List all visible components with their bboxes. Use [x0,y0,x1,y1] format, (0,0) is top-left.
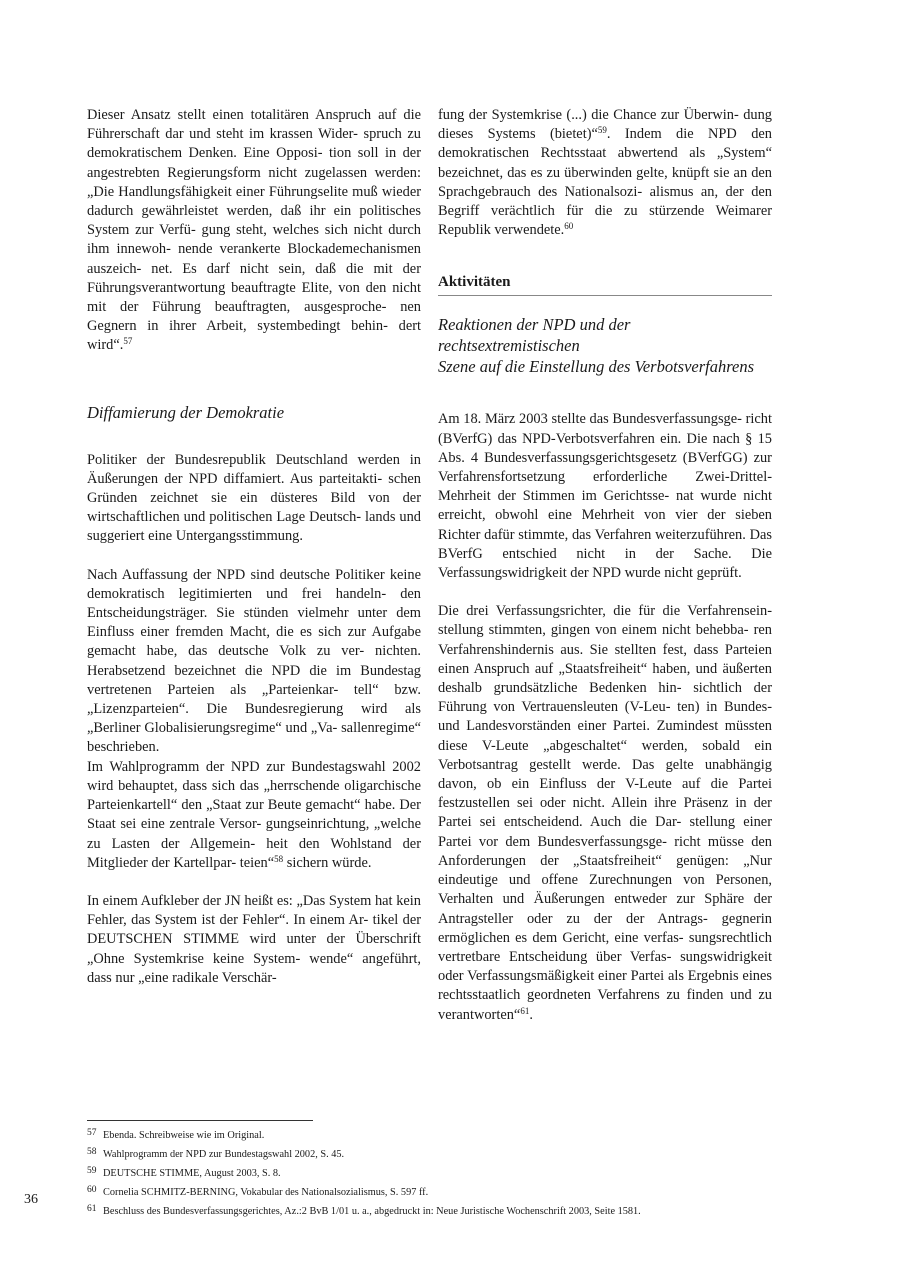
footnotes [87,1120,807,1220]
text-line: Führungsverantwortung beauftragte Elite, von den [87,279,387,296]
text-line: den demokratischen Rechtsstaat abwertend als [438,126,772,162]
text-line: dung dieses Systems (bietet)“ [438,107,772,143]
text-line: . Indem die NPD [606,126,737,143]
paragraph-politicians-defamed [87,451,421,547]
text-line: alismus an, der den Begriff verächtlich für die zu [438,183,772,220]
text-line: Die drei Verfassungsrichter, die für die Verfahrensein- [438,603,772,620]
footnote-text: Wahlprogramm der NPD zur Bundestagswahl 2002, S. 45. [103,1149,345,1161]
paragraph-constitutional-judges [438,602,772,1024]
footnote-61 [87,1201,807,1220]
footnote-57 [87,1125,807,1144]
page-number: 36 [24,1192,38,1207]
text-line: keine demokratisch legitimierten und frei handeln- [87,566,421,602]
text-line: lands und suggeriert eine Untergangsstimmung. [87,509,421,545]
text-line: stellung einer Partei vor dem Bundesverfassungsge- [438,814,772,850]
text-line: nichten. Herabsetzend bezeichnet die NPD die im [87,643,421,679]
text-line: nicht mit der Führung beauftragten, ausgesproche- [87,279,421,316]
text-line: richt (BVerfG) das NPD-Verbotsverfahren ein. Die [438,411,772,447]
text-line: den Entscheidungsträger. Sie stünden vielmehr [87,585,421,622]
text-line: und äußerten deshalb grundsätzliche Bedenken hin- [438,660,772,697]
text-line: gemacht“ habe. Der Staat sei eine zentrale Versor- [87,797,421,833]
text-line: weiterzuführen. Das BVerfG entschied nicht in der [438,526,772,562]
text-line: teien“ [239,854,275,871]
text-line: nende verankerte Blockademechanismen auszeich- [87,241,421,277]
text-line: 2002 wird behauptet, dass sich das „herrschende [87,758,421,794]
text-line: nen Gegnern in ihrer Arbeit, systembedingt behin- [87,299,421,335]
text-line: spruch zu demokratischem Denken. Eine Opposi- [87,126,421,162]
footnote-ref-61[interactable]: 61 [520,1005,530,1016]
footnote-ref-59[interactable]: 59 [597,125,607,136]
text-line: fung der Systemkrise (...) die Chance zur Überwin- [438,107,739,123]
paragraph-election-program [87,758,421,873]
subheading-line: Szene auf die Einstellung des Verbotsverfahrens [438,357,755,377]
text-line: knüpft sie an den Sprachgebrauch des Nationalsozi- [438,164,772,200]
text-line: wird als „Berliner Globalisierungsregime“ und „Va- [87,701,421,737]
text-line: genügen: „Nur eindeutige und offene Zurechnungen [438,852,772,889]
text-line: Bundestag vertretenen Parteien als „Parteienkar- [87,662,421,698]
text-line: Dieser Ansatz stellt einen totalitären Anspruch auf [87,107,397,123]
footnote-number: 59 [87,1166,97,1177]
text-line: nat wurde nicht erreicht, obwohl eine Mehrheit von [438,488,772,524]
text-line: gungseinrichtung, „welche zu Lasten der Allgemein- [87,816,421,852]
right-column [438,106,772,1025]
paragraph-totalitarian-claim [87,106,421,356]
text-line: gegnerin ermöglichen es dem Gericht, eine verfas- [438,910,772,946]
text-line: Nach Auffassung der NPD sind deutsche Politiker [87,566,385,583]
text-line: werden, daß ihr ein politisches System zur Verfü- [87,203,421,239]
footnote-text: DEUTSCHE STIMME, August 2003, S. 8. [103,1168,281,1180]
text-line: tikel der DEUTSCHEN STIMME wird unter der [87,912,421,948]
text-line: stürzende Weimarer Republik verwendete. [438,203,772,239]
footnote-text: Cornelia SCHMITZ-BERNING, Vokabular des Nationalsozialismus, S. 597 ff. [103,1187,429,1199]
text-line: Parteien einen Anspruch auf „Staatsfreiheit“ haben, [438,641,772,677]
text-line: der wirtschaftlichen und politischen Lage Deutsch- [87,490,421,526]
text-line: ren Verfahrenshindernis aus. Sie stellten fest, dass [438,622,772,658]
text-line: „System“ bezeichnet, das es zu überwinden gelte, [438,145,772,181]
text-line: nicht geprüft. [664,565,742,582]
text-line: vier der sieben Richter dafür stimmte, das Verfahren [438,507,772,543]
footnote-58 [87,1144,807,1163]
text-line: sichtlich der Führung von Vertrauensleuten (V-Leu- [438,680,772,716]
subheading-reaktionen [438,314,772,377]
footnote-text: Ebenda. Schreibweise wie im Original. [103,1130,265,1141]
text-line: Politiker der Bundesrepublik Deutschland werden [87,451,400,468]
text-line: Zwei-Drittel-Mehrheit der Stimmen im Gerichtsse- [438,469,772,505]
footnote-number: 57 [87,1128,97,1138]
text-line: kein Fehler, das System ist der Fehler“. In einem Ar- [87,892,421,929]
text-line: in Äußerungen der NPD diffamiert. Aus parteitakti- [87,451,421,487]
paragraph-jn-sticker [87,892,421,988]
text-line: von Personen, Verhalten und Äußerungen entweder [438,872,772,908]
text-line: Im Wahlprogramm der NPD zur Bundestagswahl [87,758,386,775]
text-line: nach § 15 Abs. 4 Bundesverfassungsgerichtsgesetz [438,430,772,466]
text-line: In einem Aufkleber der JN heißt es: „Das System hat [87,892,393,909]
text-line: Sache. Die Verfassungswidrigkeit der NPD wurde [438,545,772,582]
text-line: zugelassen werden: „Die Handlungsfähigkeit einer [87,164,421,200]
text-line: Führungselite muß wieder dadurch gewährleistet [87,183,421,220]
text-line: werden, sobald ein Verbotsantrag gestellt werde. Das [438,737,772,773]
text-line: zur Sphäre der Antragsteller oder zu der der Antrags- [438,891,772,927]
text-line: richt müsse den Anforderungen der „Staatsfreiheit“ [438,833,772,869]
text-line: Am 18. März 2003 stellte das Bundesverfassungsge- [438,411,742,428]
text-line: unter dem Einfluss einer fremden Macht, die es sich [87,605,421,641]
section-heading-aktivitaeten: Aktivitäten [438,272,772,296]
text-line: sungsrechtlich vertretbare Entscheidung über Verfas- [438,929,772,965]
text-line: zur Aufgabe gemacht habe, das deutsche Volk zu ver- [87,624,421,660]
text-line: Präsenz in der Partei sei entscheidend. Auch die Dar- [438,795,772,831]
text-line: Partei als Ergebnis eines rechtsstaatlich geordneten [438,968,772,1004]
text-line: (BVerfGG) zur Verfahrensfortsetzung erforderliche [438,449,772,486]
text-line: schen Gründen zeichnet sie ein düsteres Bild von [87,470,421,507]
paragraph-npd-view-of-politicians [87,566,421,758]
subheading-diffamierung: Diffamierung der Demokratie [87,402,285,422]
footnote-number: 60 [87,1185,97,1196]
text-line: wende“ angeführt, dass nur „eine radikale Verschär- [87,950,421,986]
text-line: Überschrift „Ohne Systemkrise keine System- [87,931,421,967]
text-line: tell“ bzw. „Lizenzparteien“. Die Bundesregierung [87,681,421,718]
paragraph-verbotsverfahren [438,410,772,583]
footnote-ref-60[interactable]: 60 [564,221,574,232]
text-line: ten) in Bundes- und Landesvorständen einer Partei. [438,699,772,735]
text-line: net. Es darf nicht sein, daß die mit der [151,260,421,277]
text-line: . [529,1006,533,1023]
footnote-60 [87,1182,807,1201]
text-line: auf die Partei festzustellen sei oder nicht. Allein ihre [438,776,772,812]
footnote-59 [87,1163,807,1182]
footnote-ref-58[interactable]: 58 [274,853,284,864]
text-line: sichern würde. [283,854,372,871]
text-line: Verfahrens zu finden und zu verantworten“ [438,987,772,1023]
footnote-number: 61 [87,1204,97,1215]
text-line: dert wird“. [87,318,421,354]
text-line: oligarchische Parteienkartell“ den „Staat zur Beute [87,777,421,814]
text-line: tion soll in der angestrebten Regierungsform nicht [87,145,421,181]
footnote-divider [87,1120,313,1121]
text-line: sungswidrigkeit oder Verfassungsmäßigkeit einer [438,948,772,985]
text-line: die Führerschaft dar und steht im krassen Wider- [87,107,421,143]
text-line: gung steht, welches sich nicht durch ihm innewoh- [87,222,421,258]
left-column [87,106,421,988]
footnote-number: 58 [87,1147,97,1158]
text-line: stellung stimmten, gingen von einem nicht behebba- [438,622,749,639]
paragraph-system-crisis [438,106,772,240]
subheading-line: Reaktionen der NPD und der rechtsextremistischen [438,315,631,356]
text-line: heit den Wohlstand der Mitglieder der Kartellpar- [87,835,421,871]
text-line: gelte unabhängig davon, ob ein Einfluss der V-Leute [438,756,772,793]
text-line: sallenregime“ beschrieben. [87,720,421,756]
text-line: Zumindest müssten diese V-Leute „abgeschaltet“ [438,718,772,754]
footnote-text: Beschluss des Bundesverfassungsgerichtes, Az.:2 BvB 1/01 u. a., abgedruckt in: Neue Juristische Wochenschrift 2003, Seite 1581. [103,1206,641,1218]
footnote-ref-57[interactable]: 57 [123,336,133,347]
